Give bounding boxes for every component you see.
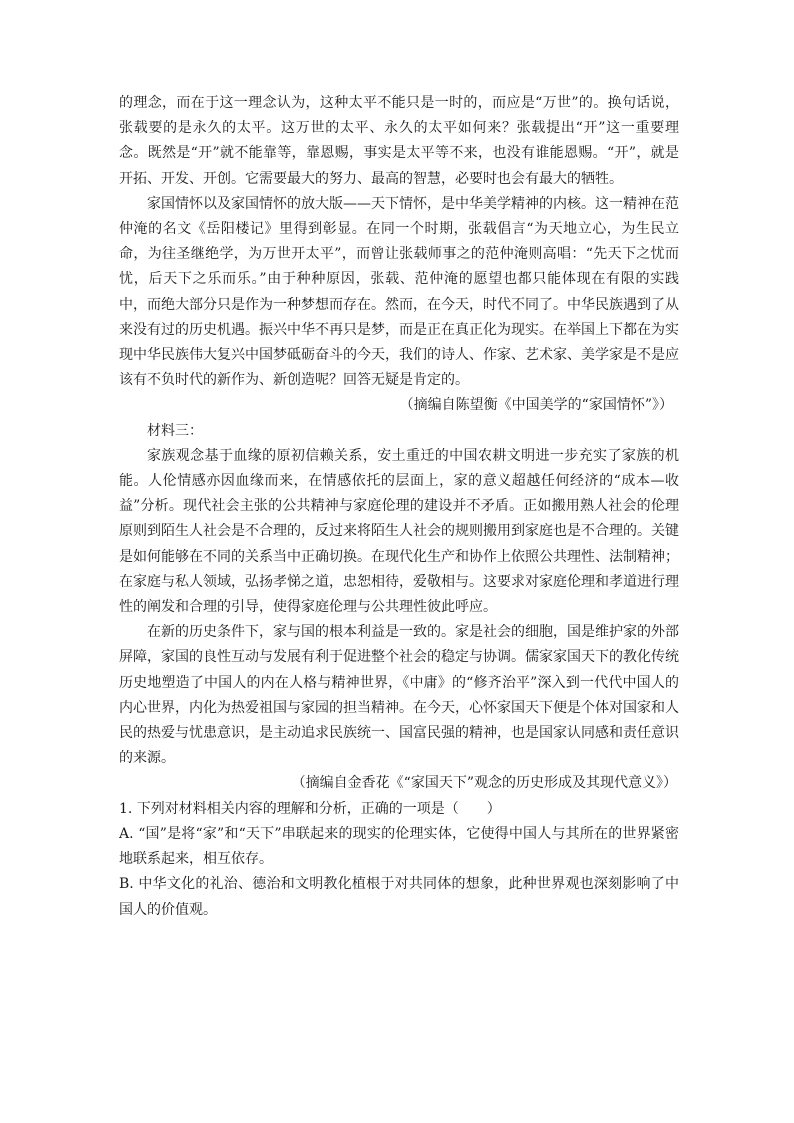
source-citation-chen: （摘编自陈望衡《中国美学的“家国情怀”》） (399, 397, 673, 414)
option-a: A. “国”是将“家”和“天下”串联起来的现实的伦理实体，它使得中国人与其所在的世界紧密地联系起来，相互依存。 (119, 825, 679, 868)
paragraph-jiaguo-qinghuai: 家国情怀以及家国情怀的放大版——天下情怀，是中华美学精神的内核。这一精神在范仲淹的名文《岳阳楼记》里得到彰显。在同一个时期，张载倡言“为天地立心，为生民立命，为往圣继绝学，为万世开太平”，而曾让张载师事之的范仲淹则高唱：“先天下之忧而忧，后天下之乐而乐。”由于种种原因，张载、范仲淹的愿望也都只能体现在有限的实践中，而绝大部分只是作为一种梦想而存在。然而，在今天，时代不同了。中华民族遇到了从来没有过的历史机遇。振兴中华不再只是梦，而是正在真正化为现实。在举国上下都在为实现中华民族伟大复兴中国梦砥砺奋斗的今天，我们的诗人、作家、艺术家、美学家是不是应该有不负时代的新作为、新创造呢？回答无疑是肯定的。 (119, 195, 679, 389)
source-citation-jin: （摘编自金香花《“家国天下”观念的历史形成及其现代意义》） (291, 775, 677, 792)
question-stem: 1. 下列对材料相关内容的理解和分析，正确的一项是（ ） (119, 800, 501, 817)
paragraph-jiazu-guannian: 家族观念基于血缘的原初信赖关系，安土重迁的中国农耕文明进一步充实了家族的机能。人伦情感亦因血缘而来，在情感依托的层面上，家的意义超越任何经济的“成本—收益”分析。现代社会主张的公共精神与家庭伦理的建设并不矛盾。正如搬用熟人社会的伦理原则到陌生人社会是不合理的，反过来将陌生人社会的规则搬用到家庭也是不合理的。关键是如何能够在不同的关系当中正确切换。在现代化生产和协作上依照公共理性、法制精神；在家庭与私人领域，弘扬孝悌之道，忠恕相待，爱敬相与。这要求对家庭伦理和孝道进行理性的阐发和合理的引导，使得家庭伦理与公共理性彼此呼应。 (119, 447, 679, 616)
option-b: B. 中华文化的礼治、德治和文明教化植根于对共同体的想象，此种世界观也深刻影响了中国人的价值观。 (119, 876, 679, 918)
document-page (119, 91, 679, 923)
material-three-heading: 材料三： (147, 422, 203, 439)
paragraph-jia-guo: 在新的历史条件下，家与国的根本利益是一致的。家是社会的细胞，国是维护家的外部屏障，家国的良性互动与发展有利于促进整个社会的稳定与协调。儒家家国天下的教化传统历史地塑造了中国人的内在人格与精神世界，《中庸》的“修齐治平”深入到一代代中国人的内心世界，内化为热爱祖国与家园的担当精神。在今天，心怀家国天下便是个体对国家和人民的热爱与忧患意识，是主动追求民族统一、国富民强的精神，也是国家认同感和责任意识的来源。 (119, 624, 679, 767)
paragraph-kai: 的理念，而在于这一理念认为，这种太平不能只是一时的，而应是“万世”的。换句话说，张载要的是永久的太平。这万世的太平、永久的太平如何来？张载提出“开”这一重要理念。既然是“开”就不能靠等，靠恩赐，事实是太平等不来，也没有谁能恩赐。“开”，就是开拓、开发、开创。它需要最大的努力、最高的智慧，必要时也会有最大的牺牲。 (119, 95, 679, 187)
